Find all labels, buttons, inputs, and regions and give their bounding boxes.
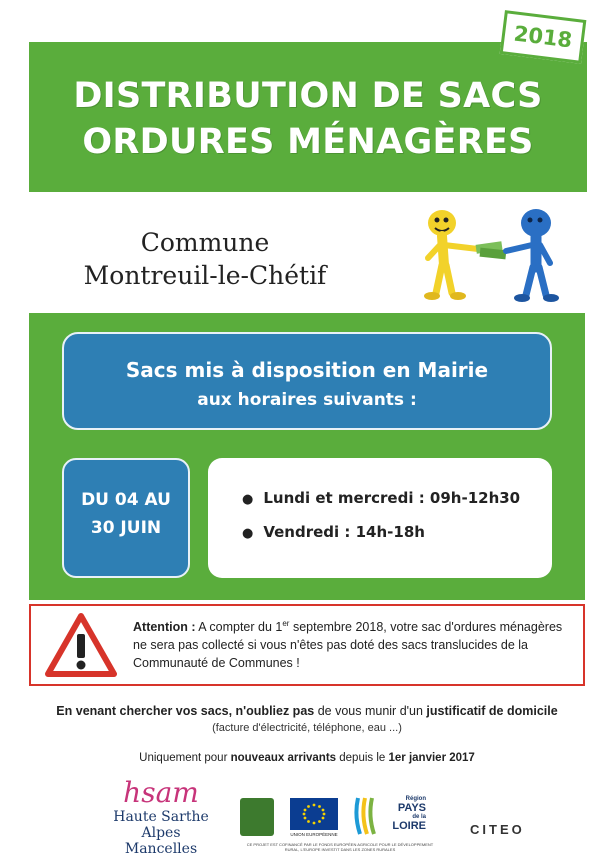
title-banner — [29, 42, 587, 192]
commune-name — [40, 226, 370, 292]
pdl-de-la: de la — [412, 814, 426, 820]
hsam-name-line-2: Alpes Mancelles — [124, 825, 198, 857]
note-part-1: Uniquement pour — [139, 752, 231, 764]
attention-superscript: er — [282, 619, 290, 628]
attention-text — [133, 615, 573, 672]
leader-logo-icon — [240, 798, 274, 836]
title-line-2: ORDURES MÉNAGÈRES — [82, 122, 534, 162]
funding-disclaimer: CE PROJET EST COFINANCÉ PAR LE FONDS EUROPÉEN AGRICOLE POUR LE DÉVELOPPEMENT RURAL, L'EUROPE INVESTIT DANS LES ZONES RURALES — [246, 842, 434, 852]
attention-box — [29, 604, 585, 686]
handshake-figures-illustration — [410, 203, 570, 313]
opening-hours-list — [242, 489, 552, 541]
hsam-mark: hsam — [123, 776, 199, 809]
hours-item-monday-wednesday: ● Lundi et mercredi : 09h-12h30 — [242, 489, 552, 507]
pays-de-la-loire-text — [376, 796, 426, 832]
commune-label: Commune — [140, 228, 270, 257]
note-part-3: depuis le — [336, 752, 389, 764]
yellow-figure-icon — [424, 210, 478, 300]
pdl-region: Région — [405, 796, 426, 802]
opening-hours-box — [208, 458, 552, 578]
commune-town: Montreuil-le-Chétif — [83, 261, 327, 290]
title-line-1: DISTRIBUTION DE SACS — [73, 76, 543, 116]
availability-line-1: Sacs mis à disposition en Mairie — [125, 358, 489, 382]
blue-figure-icon — [506, 209, 559, 302]
attention-body-start: A compter du 1 — [195, 620, 283, 635]
pdl-loire: LOIRE — [392, 820, 426, 832]
warning-triangle-icon — [45, 612, 117, 678]
year-badge: 2018 — [500, 10, 587, 64]
notice-part-3: justificatif de domicile — [426, 704, 558, 718]
domicile-examples: (facture d'électricité, téléphone, eau ...) — [212, 722, 402, 734]
availability-box — [62, 332, 552, 430]
notice-part-2: de vous munir d'un — [314, 704, 427, 718]
attention-body-end: septembre 2018, votre sac d'ordures ménagères ne sera pas collecté si vous n'êtes pas doté des sacs translucides de la Communauté de Communes ! — [133, 620, 563, 671]
date-range-line-1: DU 04 AU — [81, 490, 171, 510]
eu-flag-icon — [290, 798, 338, 830]
note-part-4: 1er janvier 2017 — [388, 752, 475, 764]
availability-line-2: aux horaires suivants : — [197, 390, 417, 410]
date-range-box — [62, 458, 190, 578]
hsam-logo — [106, 776, 216, 856]
money-notes-icon — [476, 241, 507, 259]
note-part-2: nouveaux arrivants — [230, 752, 337, 764]
newcomers-note — [0, 752, 614, 764]
eu-caption: UNION EUROPÉENNE — [290, 832, 338, 837]
citeo-logo: CITEO — [470, 822, 525, 837]
date-range-line-2: 30 JUIN — [90, 518, 162, 538]
notice-part-1: En venant chercher vos sacs, n'oubliez pas — [56, 704, 315, 718]
hours-item-friday: ● Vendredi : 14h-18h — [242, 523, 552, 541]
pdl-pays: PAYS — [397, 802, 426, 814]
hsam-name-line-1: Haute Sarthe — [113, 809, 209, 825]
domicile-notice — [0, 704, 614, 718]
attention-label: Attention : — [133, 620, 196, 635]
